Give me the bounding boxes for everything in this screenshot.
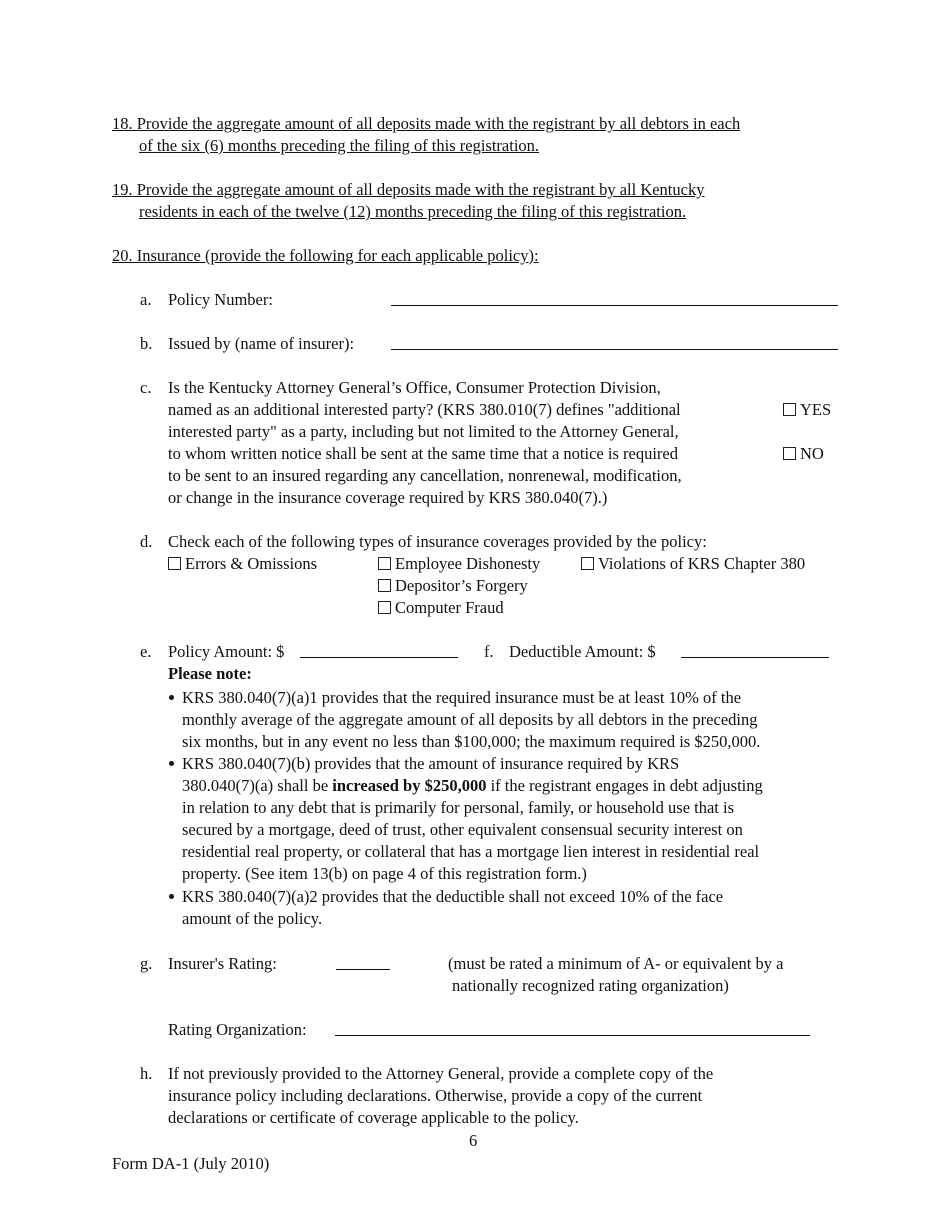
policy-number-label: Policy Number: bbox=[168, 290, 273, 309]
please-note-heading: Please note: bbox=[168, 664, 252, 683]
bullet-icon bbox=[169, 886, 174, 908]
note-text: if the registrant engages in debt adjusting bbox=[486, 776, 763, 795]
item-c-line: or change in the insurance coverage required by KRS 380.040(7).) bbox=[168, 488, 608, 507]
form-id: Form DA-1 (July 2010) bbox=[112, 1154, 270, 1173]
forgery-label: Depositor’s Forgery bbox=[395, 576, 528, 595]
note-line: in relation to any debt that is primarily for personal, family, or household use that is bbox=[182, 798, 735, 817]
computer-label: Computer Fraud bbox=[395, 598, 504, 617]
no-checkbox[interactable] bbox=[783, 447, 796, 460]
violations-label: Violations of KRS Chapter 380 bbox=[598, 554, 806, 573]
note-line: secured by a mortgage, deed of trust, other equivalent consensual security interest on bbox=[182, 820, 743, 839]
item-c-line: Is the Kentucky Attorney General’s Office, Consumer Protection Division, bbox=[168, 378, 661, 397]
coverage-violations-option[interactable] bbox=[581, 553, 805, 575]
yes-checkbox[interactable] bbox=[783, 403, 796, 416]
yes-option[interactable] bbox=[783, 399, 831, 421]
forgery-checkbox[interactable] bbox=[378, 579, 391, 592]
policy-amount-field[interactable] bbox=[300, 641, 458, 658]
item-c-line: to whom written notice shall be sent at the same time that a notice is required bbox=[168, 444, 678, 463]
yes-label: YES bbox=[800, 400, 832, 419]
bullet-icon bbox=[169, 753, 174, 775]
note-bold-text: increased by $250,000 bbox=[332, 776, 487, 795]
q18-line2: of the six (6) months preceding the filing of this registration. bbox=[139, 136, 540, 155]
note-line: amount of the policy. bbox=[182, 909, 323, 928]
item-g-letter: g. bbox=[140, 954, 153, 973]
item-c-line: interested party" as a party, including but not limited to the Attorney General, bbox=[168, 422, 679, 441]
note-text: 380.040(7)(a) shall be bbox=[182, 776, 333, 795]
insurer-rating-field[interactable] bbox=[336, 953, 390, 970]
rating-org-label: Rating Organization: bbox=[168, 1020, 307, 1039]
note-line: KRS 380.040(7)(a)1 provides that the required insurance must be at least 10% of the bbox=[182, 688, 742, 707]
deductible-amount-field[interactable] bbox=[681, 641, 829, 658]
item-a-letter: a. bbox=[140, 290, 152, 309]
q18-line1: 18. Provide the aggregate amount of all deposits made with the registrant by all debtors in each bbox=[112, 114, 741, 133]
page-number: 6 bbox=[469, 1131, 478, 1150]
policy-amount-label: Policy Amount: $ bbox=[168, 642, 285, 661]
note-line-mixed bbox=[182, 775, 763, 797]
item-c-line: named as an additional interested party? (KRS 380.010(7) defines "additional bbox=[168, 400, 681, 419]
item-c-line: to be sent to an insured regarding any cancellation, nonrenewal, modification, bbox=[168, 466, 682, 485]
rating-org-field[interactable] bbox=[335, 1019, 810, 1036]
bullet-icon bbox=[169, 687, 174, 709]
note-line: monthly average of the aggregate amount of all deposits by all debtors in the preceding bbox=[182, 710, 758, 729]
rating-note-line1: (must be rated a minimum of A- or equivalent by a bbox=[448, 954, 784, 973]
coverage-instruction: Check each of the following types of insurance coverages provided by the policy: bbox=[168, 532, 707, 551]
q19-line1: 19. Provide the aggregate amount of all deposits made with the registrant by all Kentucky bbox=[112, 180, 705, 199]
q20-heading: 20. Insurance (provide the following for each applicable policy): bbox=[112, 246, 539, 265]
no-option[interactable] bbox=[783, 443, 824, 465]
item-h-line: declarations or certificate of coverage applicable to the policy. bbox=[168, 1108, 579, 1127]
item-c-letter: c. bbox=[140, 378, 152, 397]
note-line: residential real property, or collateral that has a mortgage lien interest in residential real bbox=[182, 842, 760, 861]
item-h-letter: h. bbox=[140, 1064, 153, 1083]
insurer-rating-label: Insurer's Rating: bbox=[168, 954, 277, 973]
item-e-letter: e. bbox=[140, 642, 152, 661]
q19-line2: residents in each of the twelve (12) months preceding the filing of this registration. bbox=[139, 202, 687, 221]
insurer-name-label: Issued by (name of insurer): bbox=[168, 334, 355, 353]
item-h-line: insurance policy including declarations. Otherwise, provide a copy of the current bbox=[168, 1086, 703, 1105]
dishonesty-label: Employee Dishonesty bbox=[395, 554, 541, 573]
coverage-computer-option[interactable] bbox=[378, 597, 504, 619]
policy-number-field[interactable] bbox=[391, 289, 838, 306]
insurer-name-field[interactable] bbox=[391, 333, 838, 350]
coverage-errors-option[interactable] bbox=[168, 553, 317, 575]
item-b-letter: b. bbox=[140, 334, 153, 353]
no-label: NO bbox=[800, 444, 824, 463]
item-d-letter: d. bbox=[140, 532, 153, 551]
dishonesty-checkbox[interactable] bbox=[378, 557, 391, 570]
note-line: KRS 380.040(7)(b) provides that the amount of insurance required by KRS bbox=[182, 754, 680, 773]
rating-note-line2: nationally recognized rating organization) bbox=[452, 976, 729, 995]
computer-checkbox[interactable] bbox=[378, 601, 391, 614]
errors-checkbox[interactable] bbox=[168, 557, 181, 570]
coverage-forgery-option[interactable] bbox=[378, 575, 528, 597]
deductible-amount-label: Deductible Amount: $ bbox=[509, 642, 656, 661]
coverage-dishonesty-option[interactable] bbox=[378, 553, 540, 575]
violations-checkbox[interactable] bbox=[581, 557, 594, 570]
item-h-line: If not previously provided to the Attorney General, provide a complete copy of the bbox=[168, 1064, 714, 1083]
note-line: property. (See item 13(b) on page 4 of this registration form.) bbox=[182, 864, 587, 883]
note-line: KRS 380.040(7)(a)2 provides that the deductible shall not exceed 10% of the face bbox=[182, 887, 724, 906]
errors-label: Errors & Omissions bbox=[185, 554, 317, 573]
item-f-letter: f. bbox=[484, 642, 494, 661]
note-line: six months, but in any event no less than $100,000; the maximum required is $250,000. bbox=[182, 732, 761, 751]
